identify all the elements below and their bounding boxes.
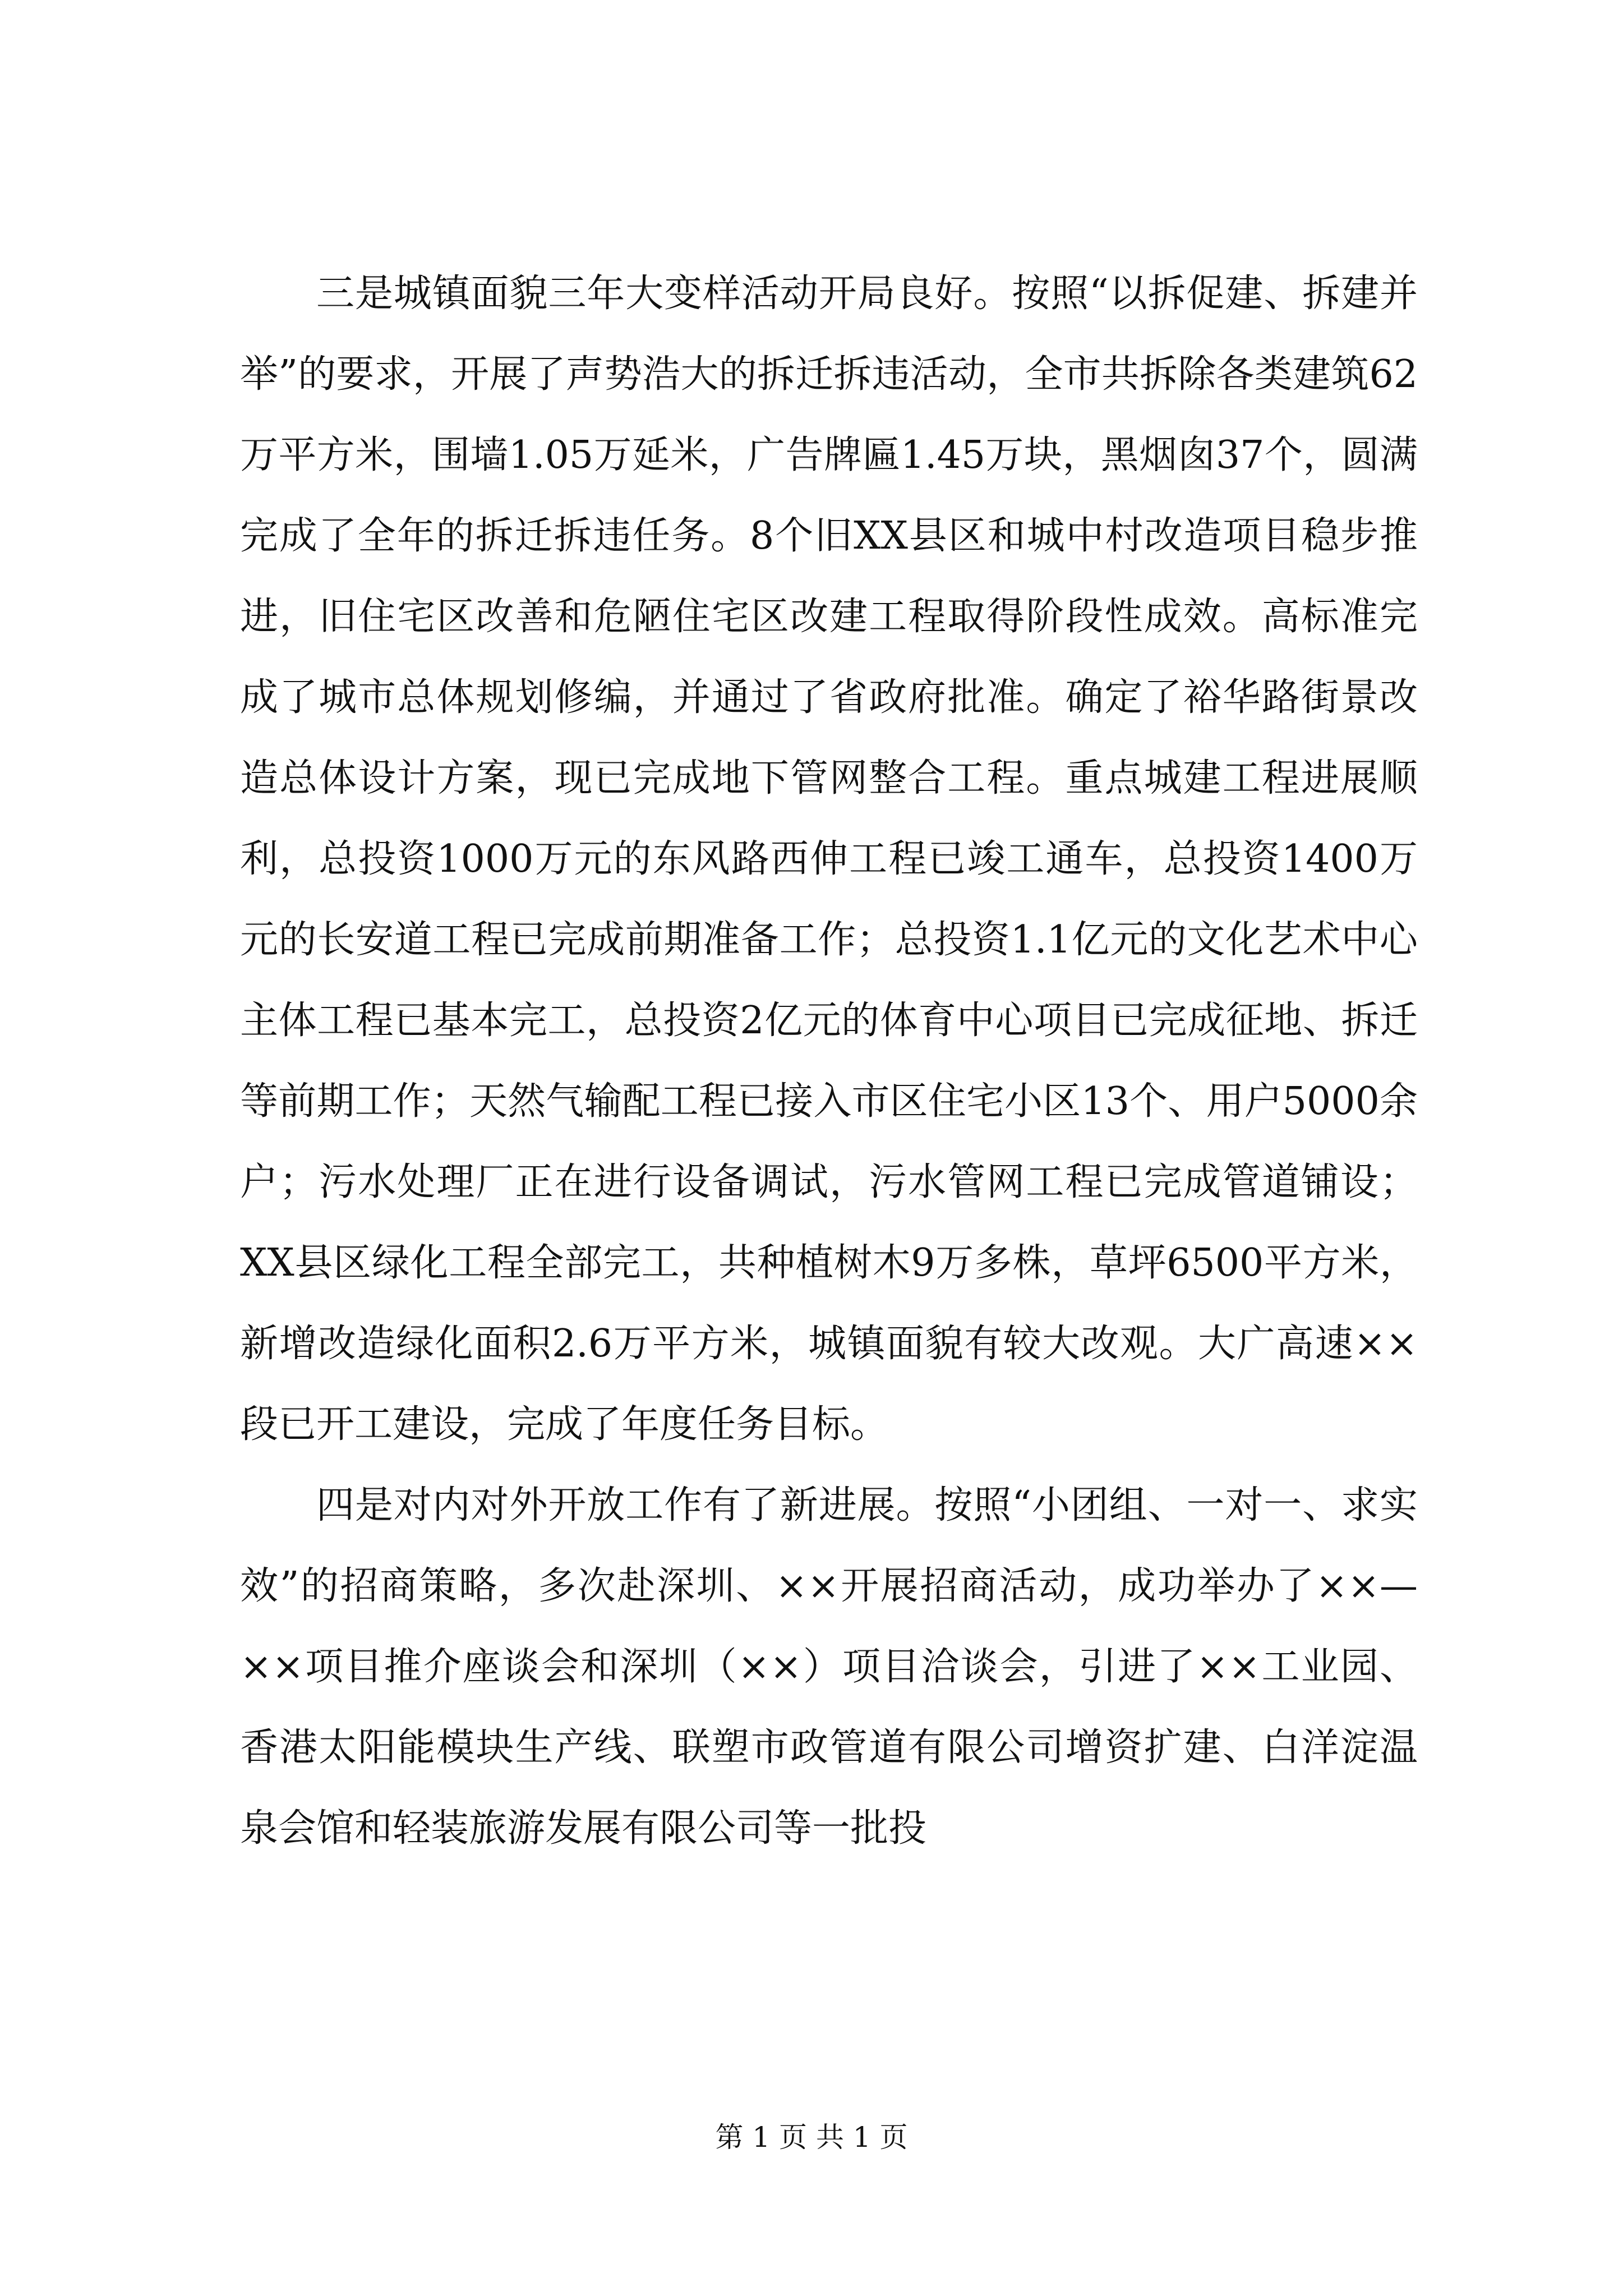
- paragraph-urban-appearance: 三是城镇面貌三年大变样活动开局良好。按照“以拆促建、拆建并举”的要求，开展了声势浩大的拆迁拆违活动，全市共拆除各类建筑62万平方米，围墙1.05万延米，广告牌匾1.45万块，黑烟囱37个，圆满完成了全年的拆迁拆违任务。8个旧XX县区和城中村改造项目稳步推进，旧住宅区改善和危陋住宅区改建工程取得阶段性成效。高标准完成了城市总体规划修编，并通过了省政府批准。确定了裕华路街景改造总体设计方案，现已完成地下管网整合工程。重点城建工程进展顺利，总投资1000万元的东风路西伸工程已竣工通车，总投资1400万元的长安道工程已完成前期准备工作；总投资1.1亿元的文化艺术中心主体工程已基本完工，总投资2亿元的体育中心项目已完成征地、拆迁等前期工作；天然气输配工程已接入市区住宅小区13个、用户5000余户；污水处理厂正在进行设备调试，污水管网工程已完成管道铺设；XX县区绿化工程全部完工，共种植树木9万多株，草坪6500平方米，新增改造绿化面积2.6万平方米，城镇面貌有较大改观。大广高速××段已开工建设，完成了年度任务目标。: [240, 272, 1418, 1447]
- page-footer: 第 1 页 共 1 页: [715, 2121, 908, 2154]
- paragraph-opening-up: 四是对内对外开放工作有了新进展。按照“小团组、一对一、求实效”的招商策略，多次赴深圳、××开展招商活动，成功举办了××—××项目推介座谈会和深圳（××）项目洽谈会，引进了××工业园、香港太阳能模块生产线、联塑市政管道有限公司增资扩建、白洋淀温泉会馆和轻装旅游发展有限公司等一批投: [240, 1483, 1418, 1851]
- body-text: [240, 254, 1418, 1869]
